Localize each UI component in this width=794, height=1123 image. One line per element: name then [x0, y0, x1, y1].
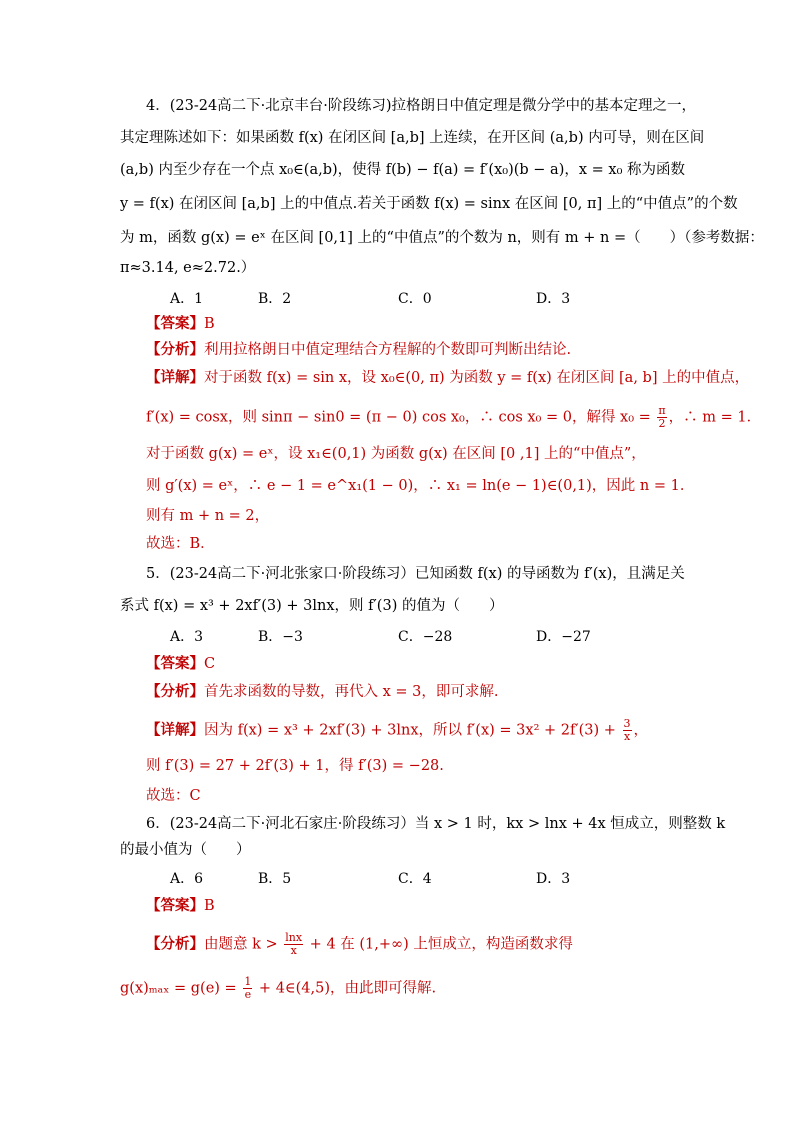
answer-value: B	[204, 316, 215, 332]
q5-option-a: A．3	[170, 629, 204, 645]
q4-line-1: 4．(23-24高二下·北京丰台·阶段练习)拉格朗日中值定理是微分学中的基本定理之一，	[146, 98, 697, 114]
q4-answer	[146, 314, 215, 334]
q5-line-2: 系式 f(x) = x³ + 2xf′(3) + 3lnx，则 f′(3) 的值为（ ）	[120, 598, 504, 614]
q6-analysis-1: 【分析】由题意 k > $\frac{\ln x}{x}$ + 4 在 (1,+∞) 上恒成立，构造函数求得	[146, 931, 573, 957]
q5-option-c: C．−28	[398, 629, 453, 645]
q4-option-c: C．0	[398, 291, 432, 307]
q4-line-5: 为 m，函数 g(x) = eˣ 在区间 [0,1] 上的“中值点”的个数为 n，则有 m + n =（ ）（参考数据：	[120, 230, 764, 246]
q4-detail-2: f′(x) = cosx，则 sinπ − sin0 = (π − 0) cos x₀，∴ cos x₀ = 0，解得 x₀ = $\frac{\pi}{2}$ ，∴ m = 1．	[146, 404, 762, 430]
q5-conclusion: 故选：C	[146, 788, 201, 804]
q4-line-4: y = f(x) 在闭区间 [a,b] 上的中值点.若关于函数 f(x) = sinx 在区间 [0, π] 上的“中值点”的个数	[120, 196, 738, 212]
pi-over-2-fraction: $\frac{\pi}{2}$	[658, 404, 666, 430]
q4-analysis	[146, 340, 571, 360]
q5-option-b: B．−3	[258, 629, 303, 645]
three-over-x-fraction: $\frac{3}{x}$	[623, 717, 631, 743]
q4-line-3: (a,b) 内至少存在一个点 x₀∈(a,b)，使得 f(b) − f(a) = f′(x₀)(b − a)，x = x₀ 称为函数	[120, 162, 685, 178]
analysis-label: 【分析】	[146, 341, 204, 358]
detail-label: 【详解】	[146, 369, 204, 386]
analysis-text: 利用拉格朗日中值定理结合方程解的个数即可判断出结论.	[204, 342, 572, 358]
q4-detail-4: 则 g′(x) = eˣ，∴ e − 1 = e^x₁(1 − 0)，∴ x₁ = ln(e − 1)∈(0,1)，因此 n = 1．	[146, 478, 695, 494]
detail-text: 对于函数 f(x) = sin x，设 x₀∈(0, π) 为函数 y = f(x) 在闭区间 [a, b] 上的中值点，	[204, 370, 750, 386]
q4-detail-1	[146, 368, 749, 388]
q6-line-1: 6．(23-24高二下·河北石家庄·阶段练习）当 x > 1 时，kx > lnx + 4x 恒成立，则整数 k	[146, 816, 726, 832]
q4-detail-5: 则有 m + n = 2，	[146, 508, 270, 524]
q6-option-a: A．6	[170, 871, 204, 887]
q6-answer: 【答案】B	[146, 897, 215, 914]
q4-option-b: B．2	[258, 291, 292, 307]
q5-detail-1: 【详解】因为 f(x) = x³ + 2xf′(3) + 3lnx，所以 f′(x) = 3x² + 2f′(3) + $\frac{3}{x}$ ，	[146, 717, 649, 743]
q5-detail-2: 则 f′(3) = 27 + 2f′(3) + 1，得 f′(3) = −28.	[146, 758, 444, 774]
answer-label: 【答案】	[146, 315, 204, 332]
q5-analysis: 【分析】首先求函数的导数，再代入 x = 3，即可求解.	[146, 683, 499, 700]
q4-option-a: A．1	[170, 291, 204, 307]
lnx-over-x-fraction: $\frac{\ln x}{x}$	[285, 931, 303, 957]
q4-option-d: D．3	[536, 291, 571, 307]
q6-option-b: B．5	[258, 871, 292, 887]
q4-conclusion: 故选：B．	[146, 536, 215, 552]
q4-line-2: 其定理陈述如下：如果函数 f(x) 在闭区间 [a,b] 上连续，在开区间 (a,b) 内可导，则在区间	[120, 130, 705, 146]
one-over-e-fraction: $\frac{1}{e}$	[244, 975, 252, 1001]
q4-line-6: π≈3.14, e≈2.72.）	[120, 260, 256, 276]
q5-line-1: 5．(23-24高二下·河北张家口·阶段练习）已知函数 f(x) 的导函数为 f′(x)，且满足关	[146, 566, 685, 582]
q5-answer: 【答案】C	[146, 655, 216, 672]
q6-option-d: D．3	[536, 871, 571, 887]
q6-option-c: C．4	[398, 871, 432, 887]
q6-line-2: 的最小值为（ ）	[120, 842, 251, 858]
q6-analysis-2: g(x)ₘₐₓ = g(e) = $\frac{1}{e}$ + 4∈(4,5)，由此即可得解.	[120, 975, 437, 1001]
q4-detail-3: 对于函数 g(x) = eˣ，设 x₁∈(0,1) 为函数 g(x) 在区间 [0 ,1] 上的“中值点”，	[146, 446, 646, 462]
q5-option-d: D．−27	[536, 629, 591, 645]
